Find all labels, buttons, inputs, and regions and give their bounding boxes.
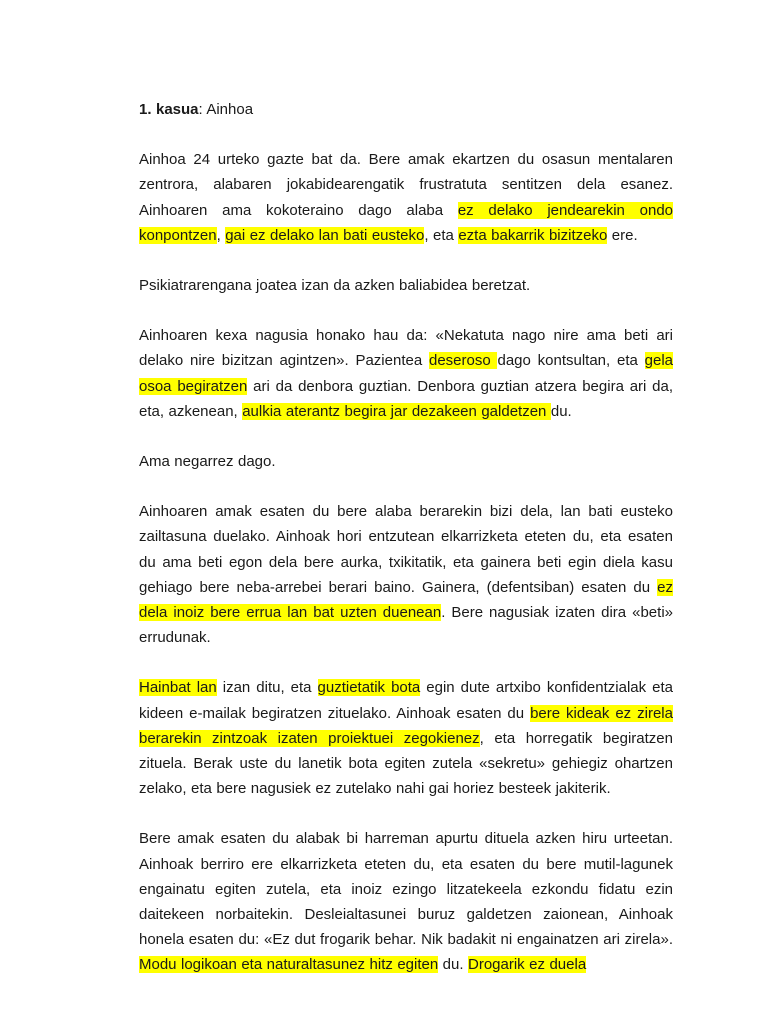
case-heading: [139, 97, 673, 122]
highlighted-text: gela osoa begiratzen: [139, 352, 673, 395]
text-run: Ainhoaren kexa nagusia honako hau da: «Nekatuta nago nire ama beti ari delako nire bizitzan agintzen». Pazientea: [139, 327, 673, 370]
highlighted-text: ez dela inoiz bere errua lan bat uzten duenean: [139, 578, 673, 622]
paragraph: [139, 675, 673, 801]
text-run: ari da denbora guztian. Denbora guztian atzera begira ari da, eta, azkenean,: [139, 377, 674, 420]
text-run: Ama negarrez dago.: [139, 453, 276, 471]
text-run: du.: [550, 402, 572, 420]
highlighted-text: aulkia aterantz begira jar dezakeen galdetzen: [242, 402, 551, 420]
text-run: Ainhoa 24 urteko gazte bat da. Bere amak ekartzen du osasun mentalaren zentrora, alabaren jokabidearengatik frustratuta sentitzen dela esanez. Ainhoaren ama kokoteraino dago alaba: [139, 151, 673, 219]
paragraph: [139, 323, 673, 424]
highlighted-text: Drogarik ez duela: [468, 956, 587, 974]
case-body: [139, 147, 673, 977]
paragraph: [139, 449, 673, 474]
paragraph: [139, 826, 673, 977]
highlighted-text: deseroso: [428, 352, 498, 370]
text-run: Bere amak esaten du alabak bi harreman apurtu dituela azken hiru urteetan. Ainhoak berriro ere elkarrizketa eteten du, eta esaten du bere mutil-lagunek engainatu egiten zutela, eta inoiz ezingo litzatekeela ezkondu fidatu ezin daitekeen norbaitekin. Desleialtasunei buruz galdetzen zaionean, Ainhoak honela esaten du: «Ez dut frogarik behar. Nik badakit ni engainatzen ari zirela».: [139, 830, 673, 949]
highlighted-text: bere kideak ez zirela berarekin zintzoak izaten proiektuei zegokienez: [139, 704, 673, 747]
highlighted-text: Modu logikoan eta naturaltasunez hitz egiten: [139, 956, 439, 974]
text-run: Ainhoaren amak esaten du bere alaba berarekin bizi dela, lan bati eusteko zailtasuna duelako. Ainhoak hori entzutean elkarrizketa eteten du, eta esaten du ama beti egon dela bere aurka, txikitatik, eta gainera beti egin diela kasu gehiago bere neba-arrebei berari baino. Gainera, (defentsiban) esaten du: [139, 503, 673, 596]
text-run: izan ditu, eta: [216, 679, 318, 697]
case-separator: :: [198, 101, 207, 118]
highlighted-text: Hainbat lan: [139, 679, 217, 697]
text-run: egin dute artxibo konfidentzialak eta kideen e-mailak begiratzen zituelako. Ainhoak esaten du: [139, 679, 673, 722]
paragraph: [139, 499, 673, 650]
text-run: , eta: [424, 226, 459, 244]
highlighted-text: guztietatik bota: [317, 679, 421, 697]
case-name: Ainhoa: [206, 101, 254, 118]
text-run: . Bere nagusiak izaten dira «beti» errudunak.: [139, 604, 673, 647]
paragraph: [139, 147, 673, 248]
text-run: du.: [438, 956, 468, 974]
text-run: dago kontsultan, eta: [497, 352, 645, 370]
highlighted-text: gai ez delako lan bati eusteko: [225, 226, 425, 244]
case-label: 1. kasua: [139, 101, 199, 118]
text-run: , eta horregatik begiratzen zituela. Berak uste du lanetik bota egiten zutela «sekretu» gehiegiz ohartzen zelako, eta bere nagusiek ez zutelako nahi gai horiez besteek jakiterik.: [139, 729, 673, 798]
text-run: ere.: [607, 226, 638, 244]
highlighted-text: ez delako jendearekin ondo konpontzen: [139, 201, 674, 244]
paragraph: [139, 273, 673, 298]
text-run: ,: [216, 226, 226, 244]
highlighted-text: ezta bakarrik bizitzeko: [458, 226, 608, 244]
text-run: Psikiatrarengana joatea izan da azken baliabidea beretzat.: [139, 277, 531, 295]
